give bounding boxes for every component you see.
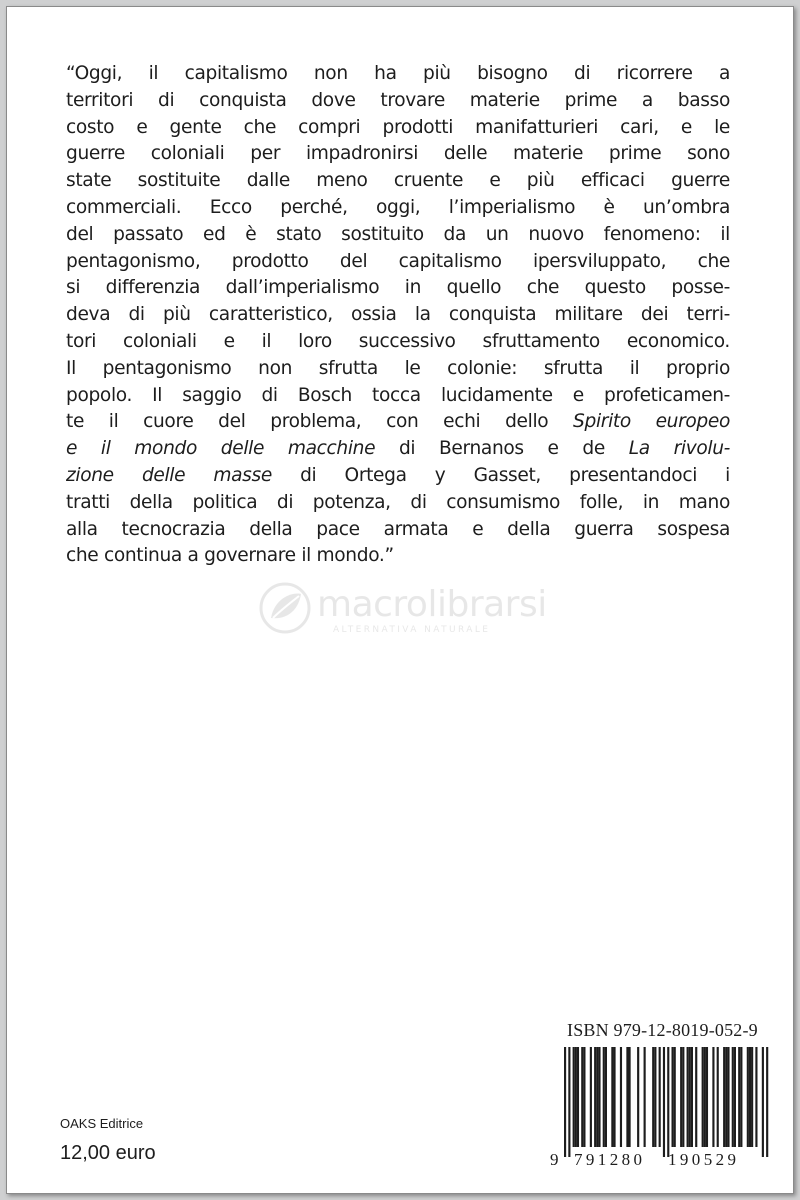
barcode-bar bbox=[706, 1047, 708, 1147]
blurb-line: costo e gente che compri prodotti manifatturieri cari, e le bbox=[66, 116, 730, 138]
blurb-line: si differenzia dall’imperialismo in quello che questo posse- bbox=[66, 277, 730, 299]
blurb-line: tratti della politica di potenza, di consumismo folle, in mano bbox=[66, 491, 730, 513]
barcode-bar bbox=[766, 1047, 768, 1157]
barcode-bar bbox=[620, 1047, 622, 1147]
blurb-line: del passato ed è stato sostituito da un nuovo fenomeno: il bbox=[66, 223, 730, 245]
barcode-bar bbox=[629, 1047, 631, 1147]
barcode-bar bbox=[605, 1047, 607, 1147]
blurb-line: Il pentagonismo non sfrutta le colonie: sfrutta il proprio bbox=[66, 357, 730, 379]
blurb-line bbox=[66, 463, 730, 490]
barcode-bar bbox=[687, 1047, 689, 1147]
book-back-cover bbox=[6, 6, 794, 1194]
barcode-bar bbox=[749, 1047, 751, 1147]
barcode-bar bbox=[590, 1047, 592, 1147]
back-cover-blurb bbox=[66, 61, 730, 570]
barcode-bar bbox=[680, 1047, 682, 1147]
barcode-bar bbox=[695, 1047, 697, 1147]
barcode-bar bbox=[573, 1047, 575, 1147]
watermark-tagline: ALTERNATIVA NATURALE bbox=[333, 625, 491, 635]
barcode-bar bbox=[583, 1047, 585, 1147]
barcode-bar bbox=[725, 1047, 727, 1147]
leaf-logo-icon bbox=[255, 582, 313, 634]
barcode-bar bbox=[727, 1047, 729, 1147]
barcode-bar bbox=[577, 1047, 579, 1147]
barcode-bar bbox=[734, 1047, 736, 1147]
barcode-bar bbox=[654, 1047, 656, 1147]
barcode-bar bbox=[755, 1047, 757, 1147]
blurb-line: pentagonismo, prodotto del capitalismo ipersviluppato, che bbox=[66, 250, 730, 272]
barcode-bar bbox=[740, 1047, 742, 1147]
barcode-bar bbox=[613, 1047, 615, 1147]
barcode-bar bbox=[689, 1047, 691, 1147]
barcode-digits-right: 190529 bbox=[668, 1150, 740, 1169]
barcode-bar bbox=[732, 1047, 734, 1147]
blurb-line: popolo. Il saggio di Bosch tocca lucidamente e profeticamen- bbox=[66, 384, 730, 406]
barcode-bar bbox=[717, 1047, 719, 1147]
blurb-line: commerciali. Ecco perché, oggi, l’imperialismo è un’ombra bbox=[66, 196, 730, 218]
blurb-text: te il cuore del problema, con echi dello bbox=[66, 411, 574, 433]
barcode-bar bbox=[594, 1047, 596, 1147]
blurb-line bbox=[66, 409, 730, 436]
barcode-bar bbox=[644, 1047, 646, 1147]
price: 12,00 euro bbox=[60, 1142, 156, 1164]
barcode-first-digit: 9 bbox=[550, 1150, 559, 1169]
barcode-bar bbox=[596, 1047, 598, 1147]
barcode-bar bbox=[575, 1047, 577, 1147]
barcode-bar bbox=[598, 1047, 600, 1147]
watermark bbox=[251, 578, 571, 642]
isbn-label: ISBN 979-12-8019-052-9 bbox=[567, 1020, 758, 1040]
barcode-bar bbox=[738, 1047, 740, 1147]
barcode-bar bbox=[663, 1047, 665, 1157]
barcode-bar bbox=[747, 1047, 749, 1147]
blurb-line: tori coloniali e il loro successivo sfruttamento economico. bbox=[66, 330, 730, 352]
blurb-line bbox=[66, 436, 730, 463]
blurb-text: di Bernanos e de bbox=[375, 438, 629, 460]
blurb-line: deva di più caratteristico, ossia la conquista militare dei terri- bbox=[66, 304, 730, 326]
barcode-bar bbox=[652, 1047, 654, 1147]
barcode-bar bbox=[603, 1047, 605, 1147]
barcode-bar bbox=[659, 1047, 661, 1147]
barcode-bar bbox=[611, 1047, 613, 1147]
blurb-line: territori di conquista dove trovare materie prime a basso bbox=[66, 89, 730, 111]
barcode-bar bbox=[637, 1047, 639, 1147]
barcode-bar bbox=[581, 1047, 583, 1147]
barcode-bar bbox=[672, 1047, 674, 1147]
barcode-bar bbox=[704, 1047, 706, 1147]
barcode-bar bbox=[564, 1047, 566, 1157]
barcode-bar bbox=[682, 1047, 684, 1147]
barcode-bar bbox=[723, 1047, 725, 1147]
book-title-mondo-macchine: e il mondo delle macchine bbox=[66, 438, 376, 460]
barcode-bar bbox=[626, 1047, 628, 1147]
blurb-line: “Oggi, il capitalismo non ha più bisogno di ricorrere a bbox=[66, 63, 730, 84]
barcode-digits-left: 791280 bbox=[574, 1150, 646, 1169]
blurb-line: state sostituite dalle meno cruente e più efficaci guerre bbox=[66, 170, 730, 192]
barcode-bar bbox=[762, 1047, 764, 1157]
barcode-bar bbox=[751, 1047, 753, 1147]
barcode-bar bbox=[702, 1047, 704, 1147]
book-title-rivoluzione-part2: zione delle masse bbox=[66, 464, 272, 486]
publisher-name: OAKS Editrice bbox=[60, 1116, 144, 1131]
barcode bbox=[542, 1047, 782, 1169]
barcode-bars bbox=[564, 1047, 768, 1157]
watermark-brand: macrolibrarsi bbox=[317, 584, 547, 625]
barcode-bar bbox=[667, 1047, 669, 1157]
barcode-bar bbox=[691, 1047, 693, 1147]
book-title-spirito-europeo: Spirito europeo bbox=[573, 411, 730, 433]
blurb-text: di Ortega y Gasset, presentandoci i bbox=[271, 464, 730, 486]
barcode-bar bbox=[568, 1047, 570, 1157]
book-title-rivoluzione-part1: La rivolu- bbox=[628, 438, 730, 460]
barcode-bar bbox=[674, 1047, 676, 1147]
blurb-line: guerre coloniali per impadronirsi delle materie prime sono bbox=[66, 143, 730, 165]
blurb-line: che continua a governare il mondo.” bbox=[66, 545, 394, 567]
barcode-bar bbox=[712, 1047, 714, 1147]
blurb-line: alla tecnocrazia della pace armata e della guerra sospesa bbox=[66, 518, 730, 540]
